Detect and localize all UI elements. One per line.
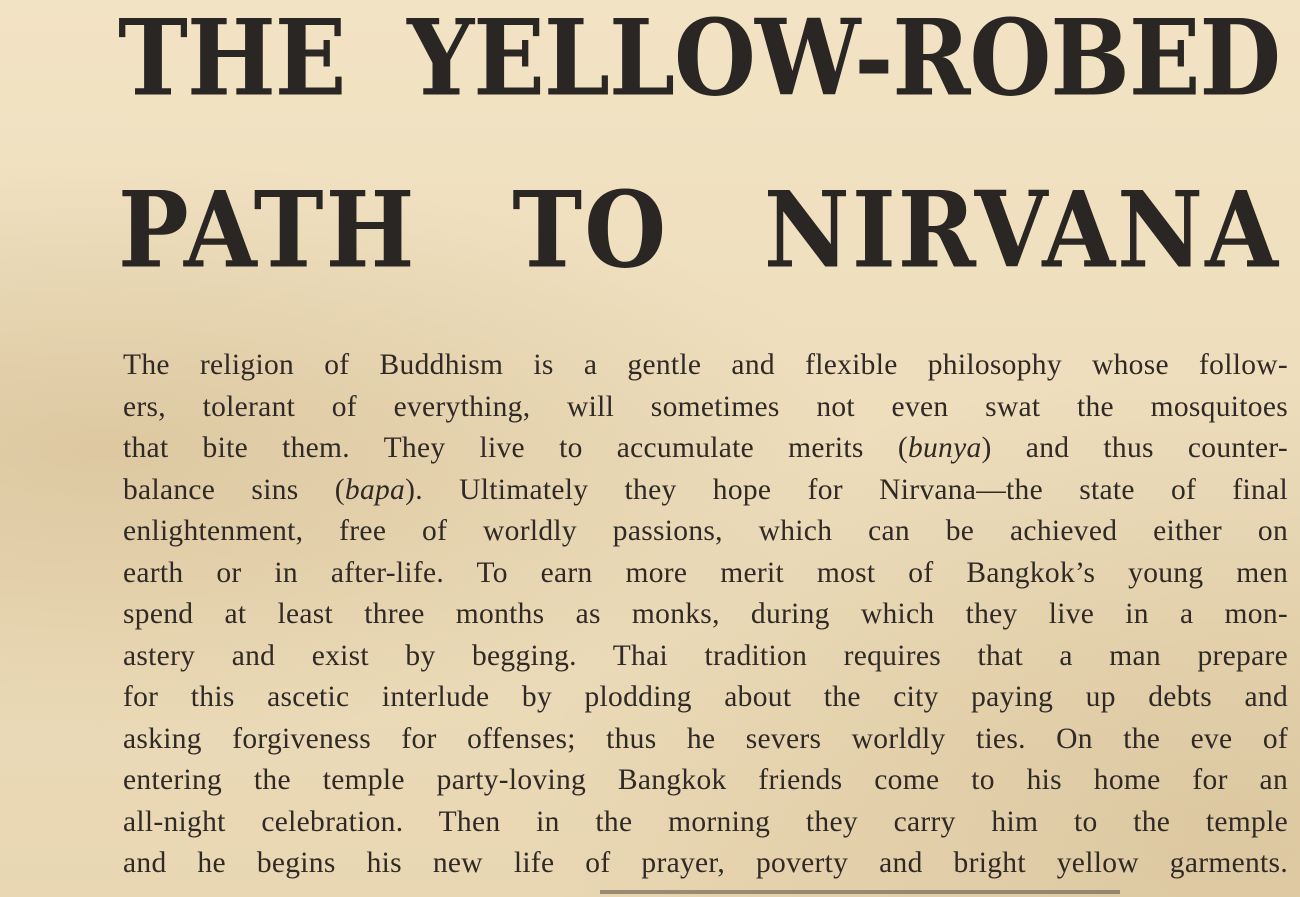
body-line-9: for this ascetic interlude by plodding about the city paying up debts and [123, 681, 1288, 713]
body-line-5: enlightenment, free of worldly passions, which can be achieved either on [123, 515, 1288, 547]
body-line-4 [123, 470, 1288, 512]
body-line-6: earth or in after-life. To earn more merit most of Bangkok’s young men [123, 556, 1288, 589]
headline-line-1: THE YELLOW-ROBED [118, 0, 1280, 121]
body-line-2: ers, tolerant of everything, will sometimes not even swat the mosquitoes [123, 390, 1288, 423]
term-bapa: bapa [344, 473, 406, 506]
body-paragraph [123, 345, 1288, 885]
body-line-7: spend at least three months as monks, during which they live in a mon- [123, 598, 1288, 630]
body-line-1: The religion of Buddhism is a gentle and flexible philosophy whose follow- [123, 349, 1288, 381]
body-line-4-pre: balance sins ( [123, 473, 345, 506]
body-line-3-post: ) and thus counter- [981, 432, 1289, 464]
body-line-8: astery and exist by begging. Thai tradition requires that a man prepare [123, 639, 1288, 672]
body-line-3-pre: that bite them. They live to accumulate merits ( [123, 432, 908, 464]
body-line-13: and he begins his new life of prayer, poverty and bright yellow garments. [123, 847, 1288, 879]
term-bunya: bunya [907, 432, 982, 464]
bottom-rule [600, 890, 1120, 894]
body-line-10: asking forgiveness for offenses; thus he severs worldly ties. On the eve of [123, 722, 1288, 755]
body-line-11: entering the temple party-loving Bangkok friends come to his home for an [123, 764, 1288, 796]
body-line-3 [123, 428, 1288, 470]
body-line-4-post: ). Ultimately they hope for Nirvana—the state of final [405, 473, 1288, 506]
headline-line-2: PATH TO NIRVANA [118, 169, 1280, 293]
body-line-12: all-night celebration. Then in the morning they carry him to the temple [123, 805, 1288, 838]
